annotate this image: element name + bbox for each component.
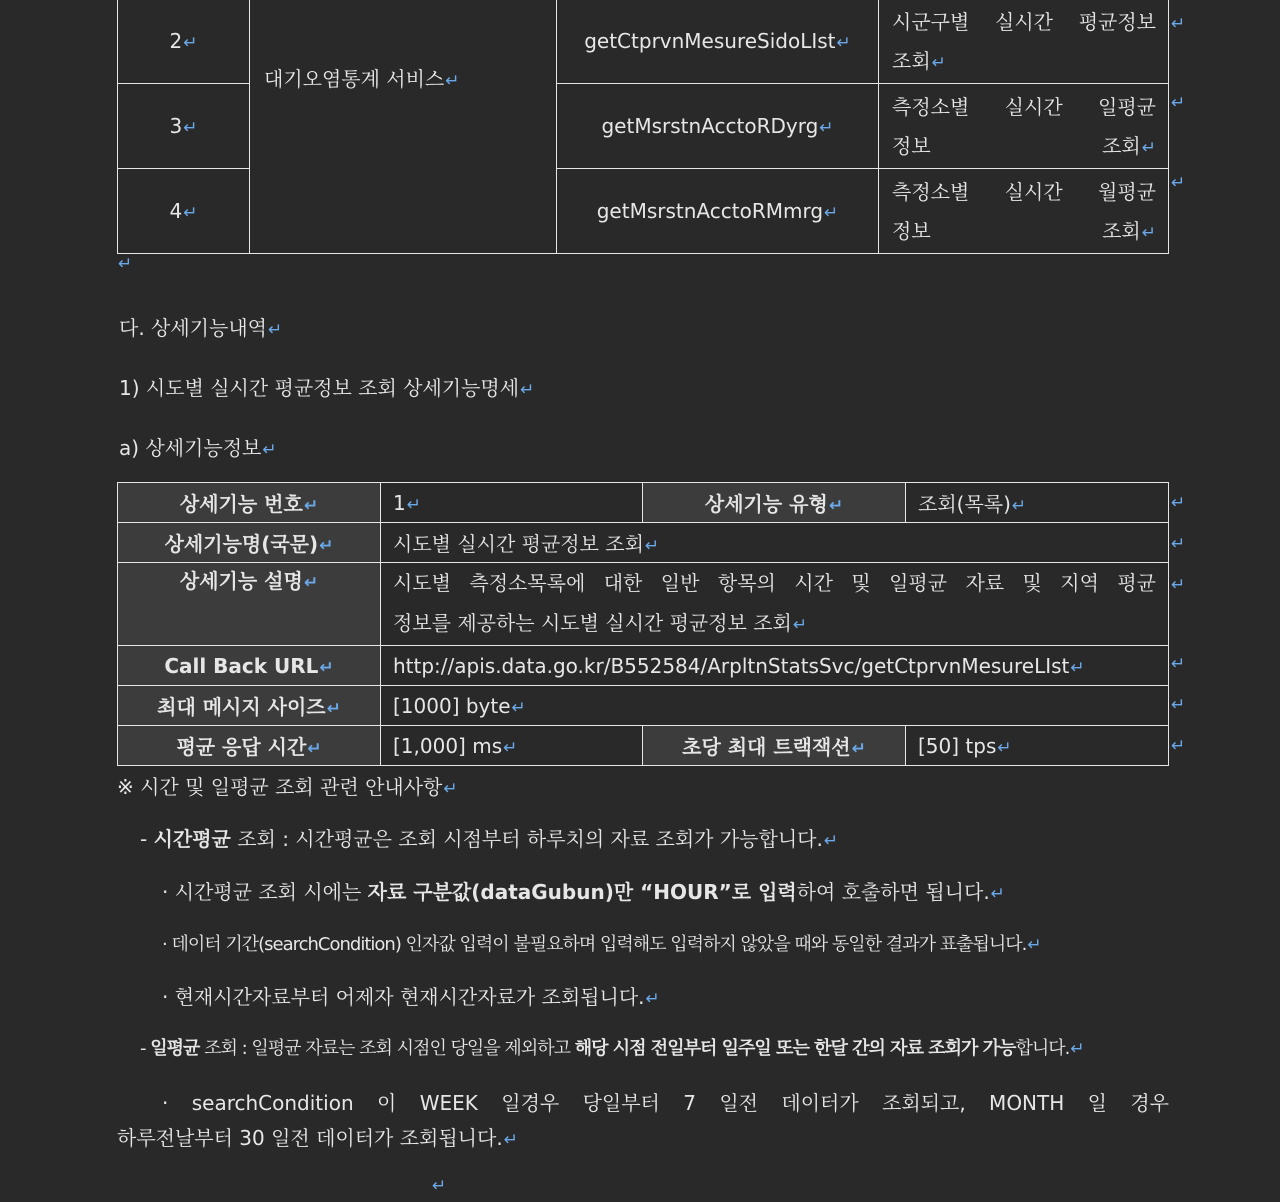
section-heading: 다. 상세기능내역↵ [119,316,283,340]
service-name-cell: 대기오염통계 서비스↵ [250,0,557,254]
paragraph-mark-icon: ↵ [307,739,322,759]
detail-name-value: 시도별 실시간 평균정보 조회↵ [381,523,1169,563]
detail-info-table [117,482,1169,766]
paragraph-mark-icon: ↵ [828,496,844,516]
paragraph-mark-icon: ↵ [262,440,277,460]
paragraph-mark-icon: ↵ [1141,138,1156,158]
paragraph-mark-icon: ↵ [183,118,198,138]
subsection-heading: a) 상세기능정보↵ [119,436,277,460]
row-number: 4↵ [118,169,250,254]
paragraph-mark-icon: ↵ [303,496,319,516]
paragraph-mark-icon: ↵ [1171,493,1186,513]
service-operations-table [117,0,1169,254]
paragraph-mark-icon: ↵ [326,699,341,719]
paragraph-mark-icon: ↵ [824,203,839,223]
paragraph-mark-icon: ↵ [1141,223,1156,243]
paragraph-mark-icon: ↵ [1171,575,1186,595]
paragraph-mark-icon: ↵ [1171,736,1186,756]
paragraph-mark-icon: ↵ [319,657,334,678]
detail-name-label: 상세기능명(국문)↵ [118,523,381,563]
note-hourly-bullet: · 데이터 기간(searchCondition) 인자값 입력이 불필요하며 입력해도 입력하지 않았을 때와 동일한 결과가 표출됩니다.↵ [162,934,1041,955]
paragraph-mark-icon: ↵ [1027,935,1041,955]
paragraph-mark-icon: ↵ [267,320,283,340]
row-number: 2↵ [118,0,250,84]
paragraph-mark-icon: ↵ [931,53,946,73]
paragraph-mark-icon: ↵ [1171,173,1186,193]
detail-url-label: Call Back URL↵ [118,646,381,686]
paragraph-mark-icon: ↵ [183,33,198,53]
paragraph-mark-icon: ↵ [183,203,198,223]
paragraph-mark-icon: ↵ [1171,534,1186,554]
paragraph-mark-icon: ↵ [1171,93,1186,113]
detail-msg-label: 최대 메시지 사이즈↵ [118,686,381,726]
paragraph-mark-icon: ↵ [1171,654,1186,674]
paragraph-mark-icon: ↵ [1011,496,1027,516]
notes-title: ※ 시간 및 일평균 조회 관련 안내사항↵ [117,775,458,799]
paragraph-mark-icon: ↵ [1171,14,1186,34]
paragraph-mark-icon: ↵ [503,1130,518,1150]
subsection-heading: 1) 시도별 실시간 평균정보 조회 상세기능명세↵ [119,376,535,400]
paragraph-mark-icon: ↵ [432,1176,447,1196]
detail-resp-value: [1,000] ms↵ [381,726,643,766]
detail-url-value: http://apis.data.go.kr/B552584/ArpltnStatsSvc/getCtprvnMesureLIst↵ [381,646,1169,686]
paragraph-mark-icon: ↵ [443,779,458,799]
paragraph-mark-icon: ↵ [997,737,1012,758]
paragraph-mark-icon: ↵ [303,573,319,593]
operation-description: 측정소별 실시간 일평균 정보 조회↵ [879,84,1169,169]
paragraph-mark-icon: ↵ [990,884,1005,904]
detail-type-value: 조회(목록)↵ [906,483,1169,523]
detail-resp-label: 평균 응답 시간↵ [118,726,381,766]
paragraph-mark-icon: ↵ [406,494,421,515]
paragraph-mark-icon: ↵ [1070,657,1085,678]
note-hourly-bullet: · 현재시간자료부터 어제자 현재시간자료가 조회됩니다.↵ [162,985,660,1009]
paragraph-mark-icon: ↵ [503,737,518,758]
paragraph-mark-icon: ↵ [1070,1039,1084,1059]
paragraph-mark-icon: ↵ [511,697,526,718]
detail-no-value: 1↵ [381,483,643,523]
operation-description: 시군구별 실시간 평균정보 조회↵ [879,0,1169,84]
operation-description: 측정소별 실시간 월평균 정보 조회↵ [879,169,1169,254]
detail-tps-label: 초당 최대 트랙잭션↵ [643,726,906,766]
paragraph-mark-icon: ↵ [819,118,834,138]
operation-name: getCtprvnMesureSidoLIst↵ [557,0,879,84]
detail-msg-value: [1000] byte↵ [381,686,1169,726]
operation-name: getMsrstnAcctoRMmrg↵ [557,169,879,254]
detail-no-label: 상세기능 번호↵ [118,483,381,523]
paragraph-mark-icon: ↵ [823,831,839,851]
paragraph-mark-icon: ↵ [836,33,851,53]
paragraph-mark-icon: ↵ [851,739,866,759]
paragraph-mark-icon: ↵ [792,615,808,635]
note-daily: - 일평균 조회 : 일평균 자료는 조회 시점인 당일을 제외하고 해당 시점 전일부터 일주일 또는 한달 간의 자료 조회가 가능합니다.↵ [140,1038,1084,1059]
detail-type-label: 상세기능 유형↵ [643,483,906,523]
detail-desc-label: 상세기능 설명↵ [118,563,381,646]
paragraph-mark-icon: ↵ [445,71,460,91]
paragraph-mark-icon: ↵ [520,380,535,400]
note-daily-bullet: · searchCondition 이 WEEK 일경우 당일부터 7 일전 데이터가 조회되고, MONTH 일 경우 하루전날부터 30 일전 데이터가 조회됩니다.↵ [117,1091,1169,1150]
paragraph-mark-icon: ↵ [645,989,660,1009]
paragraph-mark-icon: ↵ [319,536,334,556]
note-hourly: - 시간평균 조회 : 시간평균은 조회 시점부터 하루치의 자료 조회가 가능합니다.↵ [140,827,839,851]
detail-tps-value: [50] tps↵ [906,726,1169,766]
paragraph-mark-icon: ↵ [1171,695,1186,715]
paragraph-mark-icon: ↵ [644,536,660,556]
paragraph-mark-icon: ↵ [118,254,133,274]
row-number: 3↵ [118,84,250,169]
note-hourly-bullet: · 시간평균 조회 시에는 자료 구분값(dataGubun)만 “HOUR”로 입력하여 호출하면 됩니다.↵ [162,880,1005,904]
detail-desc-value: 시도별 측정소목록에 대한 일반 항목의 시간 및 일평균 자료 및 지역 평균 정보를 제공하는 시도별 실시간 평균정보 조회↵ [381,563,1169,646]
operation-name: getMsrstnAcctoRDyrg↵ [557,84,879,169]
